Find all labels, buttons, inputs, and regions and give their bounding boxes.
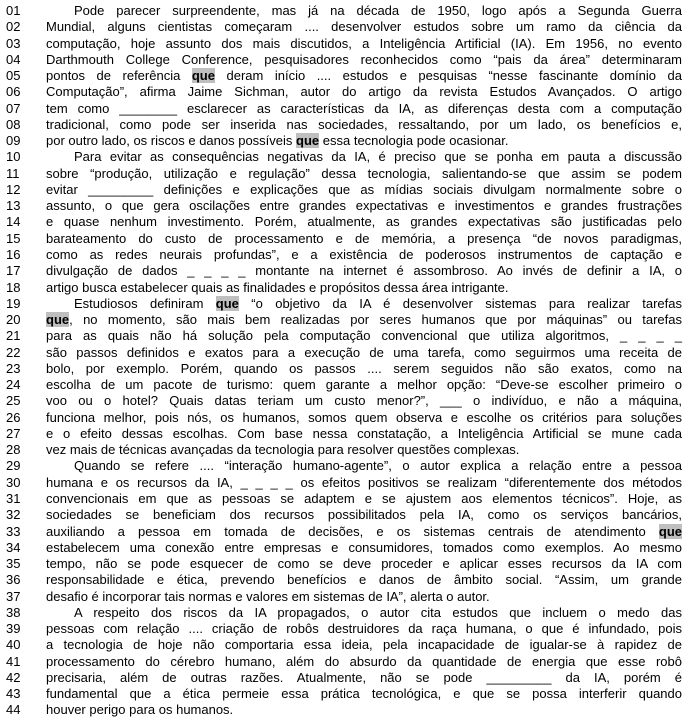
line-number: 34 [6, 539, 21, 555]
line-number: 17 [6, 263, 21, 279]
line-text [46, 475, 682, 491]
line-number: 25 [6, 393, 21, 409]
line-number: 32 [6, 507, 21, 523]
text-line [6, 686, 682, 702]
line-text [46, 198, 682, 214]
line-text [46, 328, 682, 344]
text-line [6, 149, 682, 165]
line-number: 29 [6, 458, 21, 474]
line-text [46, 491, 682, 507]
line-number: 42 [6, 669, 21, 685]
text-segment: Quando se refere .... “interação humano-agente”, o autor explica a relação entre a pessoa [74, 458, 682, 474]
text-segment: tem como ________ esclarecer as características da IA, as diferenças desta com a computação [46, 100, 682, 116]
line-text [46, 247, 682, 263]
line-number: 08 [6, 116, 21, 132]
text-segment: Para evitar as consequências negativas da IA, é preciso que se ponha em pauta a discussão [74, 149, 682, 165]
line-number: 02 [6, 19, 21, 35]
text-segment: artigo busca estabelecer quais as finalidades e propósitos dessa área intrigante. [46, 279, 509, 295]
highlighted-word: que [215, 295, 239, 311]
line-text [46, 52, 682, 68]
line-text [46, 36, 682, 52]
highlighted-word: que [191, 68, 215, 84]
line-number: 24 [6, 377, 21, 393]
line-number: 06 [6, 84, 21, 100]
line-number: 26 [6, 409, 21, 425]
text-line [6, 117, 682, 133]
text-line [6, 328, 682, 344]
text-segment: convencionais em que as pessoas se adaptem e se ajustem aos elementos técnicos”. Hoje, as [46, 490, 682, 506]
text-segment: essa tecnologia pode ocasionar. [319, 133, 509, 149]
text-line [6, 3, 682, 19]
line-number: 20 [6, 312, 21, 328]
text-segment: pessoas com relação .... criação de robôs destruidores da raça humana, o que é infundado, pois [46, 621, 682, 637]
text-line [6, 605, 682, 621]
line-number: 16 [6, 246, 21, 262]
text-line [6, 198, 682, 214]
line-text [46, 377, 682, 393]
text-segment: e o efeito dessas escolhas. Com base nessa constatação, a Inteligência Artificial se mune cada [46, 425, 682, 441]
line-text [46, 556, 682, 572]
line-number: 22 [6, 344, 21, 360]
line-number: 09 [6, 133, 21, 149]
line-text [46, 702, 682, 718]
text-segment: estabelecem uma conexão entre empresas e consumidores, tomados como exemplos. Ao mesmo [46, 539, 682, 555]
text-line [6, 263, 682, 279]
line-number: 35 [6, 556, 21, 572]
text-line [6, 540, 682, 556]
text-line [6, 345, 682, 361]
text-segment: sociedades se beneficiam dos recursos possibilitados pela IA, como os serviços bancários, [46, 507, 682, 523]
line-number: 31 [6, 490, 21, 506]
text-segment: Computação”, afirma Jaime Sichman, autor do artigo da revista Estudos Avançados. O artigo [46, 84, 682, 100]
text-segment: escolha de um pacote de turismo: quem garante a melhor opção: “Deve-se escolher primeiro o [46, 377, 682, 393]
text-line [6, 475, 682, 491]
text-line [6, 214, 682, 230]
text-line [6, 19, 682, 35]
text-line [6, 524, 682, 540]
line-text [46, 670, 682, 686]
text-line [6, 410, 682, 426]
text-segment: Pode parecer surpreendente, mas já na década de 1950, logo após a Segunda Guerra [74, 3, 682, 18]
line-number: 37 [6, 588, 21, 604]
line-text [46, 572, 682, 588]
line-text [46, 410, 682, 426]
line-number: 12 [6, 181, 21, 197]
text-segment: desafio é incorporar tais normas e valores em sistemas de IA”, alerta o autor. [46, 588, 490, 604]
text-segment: Darthmouth College Conference, pesquisadores reconhecidos como “pais da área” determinaram [46, 51, 682, 67]
line-text [46, 149, 682, 165]
text-line [6, 654, 682, 670]
text-line [6, 247, 682, 263]
line-text [46, 280, 682, 296]
line-number: 36 [6, 572, 21, 588]
line-text [46, 84, 682, 100]
text-line [6, 166, 682, 182]
text-segment: pontos de referência [46, 68, 192, 84]
text-segment: tradicional, como pode ser inserida nas sociedades, ressaltando, por um lado, os benefícios e, [46, 116, 682, 132]
text-line [6, 507, 682, 523]
text-segment: fundamental que a ética permeie essa prática tecnológica, e que se possa interferir quando [46, 686, 682, 702]
text-segment: por outro lado, os riscos e danos possíveis [46, 133, 297, 149]
text-segment: Mundial, alguns cientistas começaram .... desenvolver estudos sobre um ramo da ciência da [46, 19, 682, 35]
text-line [6, 670, 682, 686]
line-text [46, 442, 682, 458]
line-number: 01 [6, 3, 21, 18]
text-line [6, 393, 682, 409]
text-line [6, 84, 682, 100]
text-segment: funciona melhor, pois nós, os humanos, somos quem observa e escolhe os critérios para soluções [46, 409, 682, 425]
line-text [46, 426, 682, 442]
highlighted-word: que [296, 133, 320, 149]
line-number: 41 [6, 653, 21, 669]
line-number: 15 [6, 230, 21, 246]
text-segment: humana e os recursos da IA, _ _ _ _ os efeitos positivos se realizam “diferentemente dos métodos [46, 474, 682, 490]
text-line [6, 426, 682, 442]
line-number: 39 [6, 621, 21, 637]
line-text [46, 312, 682, 328]
line-text [46, 182, 682, 198]
line-number: 30 [6, 474, 21, 490]
text-line [6, 491, 682, 507]
line-text [46, 621, 682, 637]
line-text [46, 214, 682, 230]
line-number: 05 [6, 68, 21, 84]
text-line [6, 637, 682, 653]
text-line [6, 361, 682, 377]
line-text [46, 589, 682, 605]
line-number: 19 [6, 295, 21, 311]
text-segment: bolo, por exemplo. Porém, quando os passos .... serem seguidos não são exatos, como na [46, 360, 682, 376]
text-line [6, 296, 682, 312]
text-segment: tempo, não se pode esquecer de como se deve proceder e aplicar esses recursos da IA com [46, 556, 682, 572]
text-line [6, 556, 682, 572]
text-segment: Estudiosos definiram [74, 295, 216, 311]
line-text [46, 524, 682, 540]
text-line [6, 52, 682, 68]
text-segment: sobre “produção, utilização e regulação” dessa tecnologia, salientando-se que assim se podem [46, 165, 682, 181]
text-segment: e quase nenhum investimento. Porém, atualmente, as grandes expectativas são justificadas pelo [46, 214, 682, 230]
line-number: 38 [6, 604, 21, 620]
line-number: 44 [6, 702, 21, 718]
text-segment: divulgação de dados _ _ _ _ montante na internet é assombroso. Ao invés de definir a IA, o [46, 263, 682, 279]
line-number: 27 [6, 425, 21, 441]
line-number: 33 [6, 523, 21, 539]
line-text [46, 540, 682, 556]
text-segment: auxiliando a pessoa em tomada de decisões, e os sistemas centrais de atendimento [46, 523, 659, 539]
line-number: 10 [6, 149, 21, 165]
text-segment: vez mais de técnicas avançadas da tecnologia para resolver questões complexas. [46, 442, 520, 458]
text-segment: responsabilidade e ética, prevendo benefícios e danos de âmbito social. “Assim, um grande [46, 572, 682, 588]
text-segment: A respeito dos riscos da IA propagados, o autor cita estudos que incluem o medo das [74, 604, 682, 620]
text-line [6, 589, 682, 605]
line-number: 21 [6, 328, 21, 344]
text-line [6, 36, 682, 52]
text-segment: como as redes neurais profundas”, e a existência de poderosos instrumentos de captação e [46, 246, 682, 262]
text-segment: processamento do cérebro humano, além do absurdo da quantidade de energia que esse robô [46, 653, 682, 669]
text-line [6, 231, 682, 247]
text-segment: , no momento, são mais bem realizadas por seres humanos que por máquinas” ou tarefas [69, 312, 682, 328]
line-text [46, 654, 682, 670]
line-number: 43 [6, 686, 21, 702]
highlighted-word: que [658, 523, 682, 539]
line-number: 28 [6, 442, 21, 458]
text-line [6, 133, 682, 149]
line-text [46, 133, 682, 149]
line-text [46, 637, 682, 653]
text-segment: deram início .... estudos e pesquisas “nesse fascinante domínio da [214, 68, 682, 84]
text-line [6, 101, 682, 117]
text-segment: assunto, o que gera oscilações entre grandes expectativas e investimentos e grandes frustrações [46, 198, 682, 214]
text-segment: a tecnologia de hoje não comportaria essa ideia, pela incapacidade de igualar-se à rapidez de [46, 637, 682, 653]
line-text [46, 345, 682, 361]
line-number: 14 [6, 214, 21, 230]
line-text [46, 686, 682, 702]
text-line [6, 621, 682, 637]
line-text [46, 605, 682, 621]
text-segment: evitar _________ definições e explicações que as mídias sociais divulgam normalmente sobre o [46, 181, 682, 197]
text-line [6, 68, 682, 84]
line-text [46, 458, 682, 474]
line-text [46, 507, 682, 523]
line-text [46, 68, 682, 84]
text-line [6, 280, 682, 296]
line-number: 23 [6, 360, 21, 376]
text-line [6, 377, 682, 393]
text-segment: “o objetivo da IA é desenvolver sistemas para realizar tarefas [238, 295, 683, 311]
text-segment: para as quais não há solução pela computação convencional que utiliza algoritmos, _ _ _ _ [46, 328, 682, 344]
line-text [46, 19, 682, 35]
line-text [46, 117, 682, 133]
line-text [46, 263, 682, 279]
text-line [6, 182, 682, 198]
text-line [6, 572, 682, 588]
text-line [6, 312, 682, 328]
text-segment: são passos definidos e exatos para a execução de uma tarefa, como seguirmos uma receita de [46, 344, 682, 360]
text-segment: computação, hoje assunto dos mais discutidos, a Inteligência Artificial (IA). Em 1956, no evento [46, 35, 682, 51]
line-number: 18 [6, 279, 21, 295]
line-text [46, 393, 682, 409]
highlighted-word: que [46, 312, 70, 328]
line-number: 13 [6, 198, 21, 214]
text-segment: barateamento do custo de processamento e de memória, a presença “de novos paradigmas, [46, 230, 682, 246]
line-text [46, 3, 682, 19]
line-text [46, 101, 682, 117]
line-text [46, 296, 682, 312]
line-text [46, 361, 682, 377]
line-number: 04 [6, 51, 21, 67]
text-segment: precisaria, além de outras razões. Atualmente, não se pode _________ da IA, porém é [46, 669, 682, 685]
line-text [46, 166, 682, 182]
text-segment: voo ou o hotel? Quais datas teriam um custo menor?”, ___ o indivíduo, e não a máquina, [46, 393, 682, 409]
text-line [6, 702, 682, 718]
line-number: 07 [6, 100, 21, 116]
text-line [6, 458, 682, 474]
line-number: 03 [6, 35, 21, 51]
line-number: 40 [6, 637, 21, 653]
text-segment: houver perigo para os humanos. [46, 702, 234, 718]
text-line [6, 442, 682, 458]
line-number: 11 [6, 165, 20, 181]
line-text [46, 231, 682, 247]
